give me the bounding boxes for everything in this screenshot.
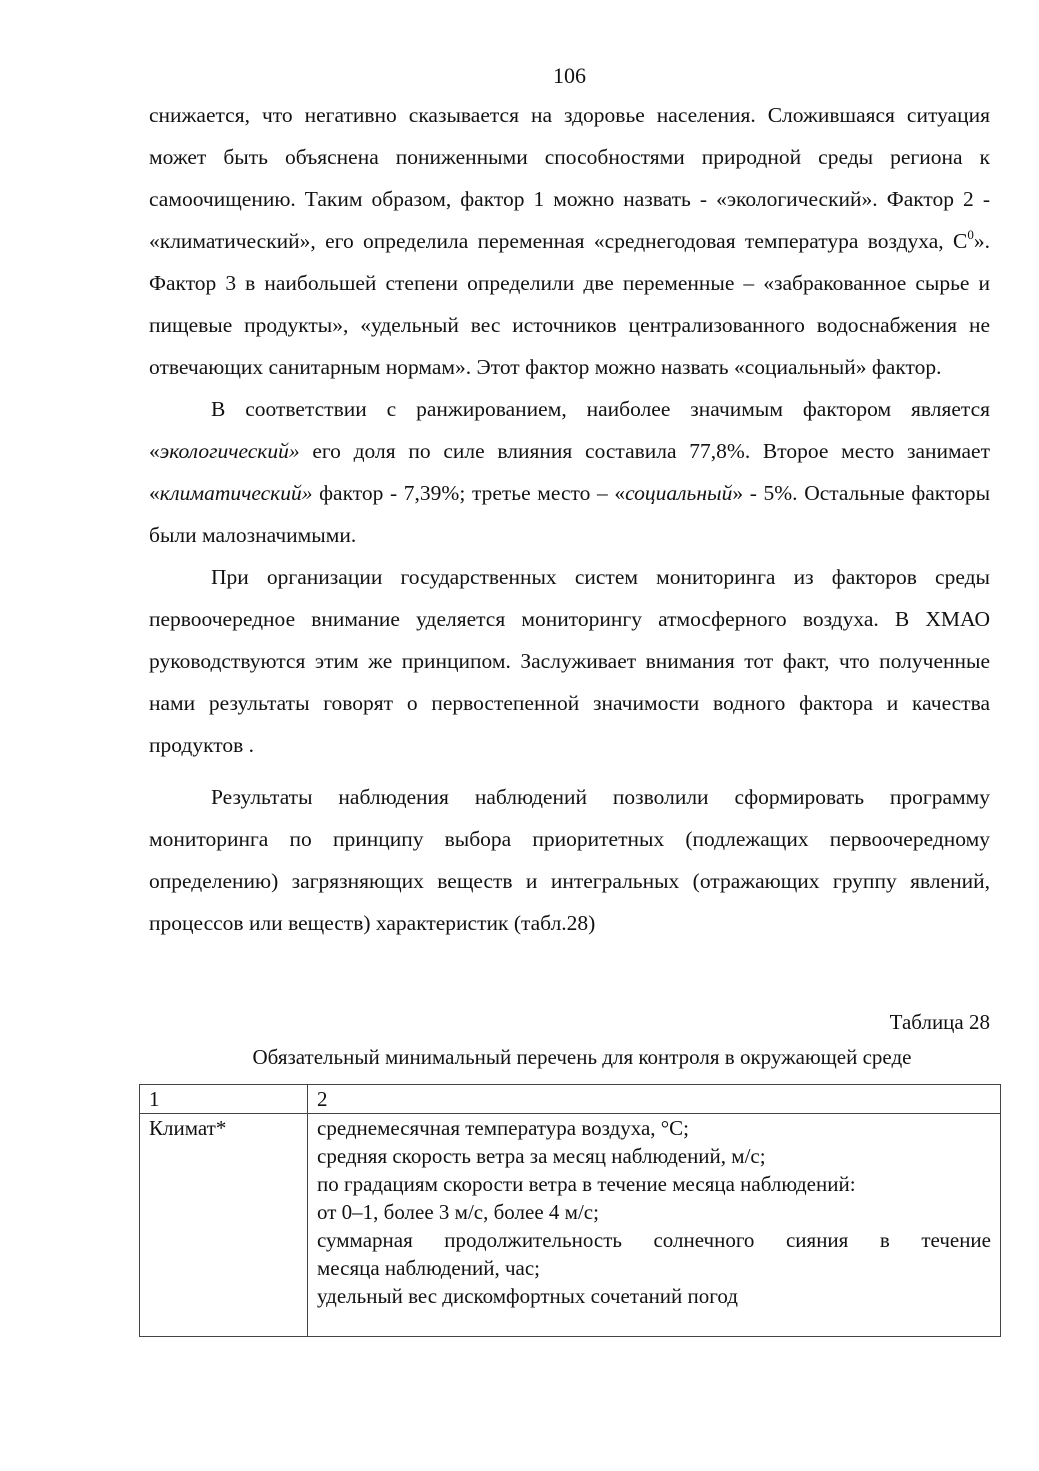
- table-label: Таблица 28: [889, 1010, 990, 1034]
- page-number: 106: [553, 63, 586, 88]
- parameter-line: средняя скорость ветра за месяц наблюдений, м/с;: [317, 1144, 766, 1168]
- parameter-line: от 0–1, более 3 м/с, более 4 м/с;: [317, 1200, 599, 1224]
- ranking-text-4: » - 5%. Остальные факторы были малозначимыми.: [149, 481, 991, 547]
- parameter-line: суммарная продолжительность солнечного сияния в течение: [317, 1228, 991, 1252]
- ranking-text-1: В соответствии с ранжированием, наиболее значимым фактором является «: [149, 397, 990, 463]
- table-header-row: [140, 1085, 1001, 1114]
- table-header-cell-1: 1: [140, 1085, 308, 1114]
- paragraph-factors-part1: снижается, что негативно сказывается на здоровье населения. Сложившаяся ситуация может быть объяснена пониженными способностями природной среды региона к самоочищению. Таким образом, фактор 1 можно назвать - «экологический». Фактор 2 - «климатический», его определила переменная «среднегодовая температура воздуха, С: [149, 103, 990, 253]
- parameter-line: по градациям скорости ветра в течение месяца наблюдений:: [317, 1172, 856, 1196]
- parameter-line: удельный вес дискомфортных сочетаний погод: [317, 1284, 738, 1308]
- parameter-line: среднемесячная температура воздуха, °С;: [317, 1116, 690, 1140]
- paragraph-ranking: [149, 388, 990, 556]
- parameter-line: месяца наблюдений, час;: [317, 1256, 541, 1280]
- body-text: [149, 94, 990, 944]
- paragraph-results: Результаты наблюдения наблюдений позволили сформировать программу мониторинга по принципу выбора приоритетных (подлежащих первоочередному определению) загрязняющих веществ и интегральных (отражающих группу явлений, процессов или веществ) характеристик (табл.28): [149, 785, 990, 935]
- ranking-social: социальный: [625, 481, 733, 505]
- paragraph-monitoring: При организации государственных систем мониторинга из факторов среды первоочередное внимание уделяется мониторингу атмосферного воздуха. В ХМАО руководствуются этим же принципом. Заслуживает внимания тот факт, что полученные нами результаты говорят о первостепенной значимости водного фактора и качества продуктов .: [149, 565, 990, 757]
- table-header-cell-2: 2: [308, 1085, 1001, 1114]
- monitoring-table: [139, 1084, 1001, 1337]
- table-title: Обязательный минимальный перечень для контроля в окружающей среде: [252, 1045, 912, 1069]
- ranking-text-2: его доля по силе влияния составила 77,8%. Второе место занимает «: [149, 439, 990, 505]
- ranking-ecological: экологический»: [159, 439, 300, 463]
- table-cell-category: Климат*: [140, 1114, 308, 1337]
- paragraph-factors-part2: ». Фактор 3 в наибольшей степени определили две переменные – «забракованное сырье и пищевые продукты», «удельный вес источников централизованного водоснабжения не отвечающих санитарным нормам». Этот фактор можно назвать «социальный» фактор.: [149, 229, 990, 379]
- superscript-degree: 0: [967, 227, 974, 242]
- ranking-text-3: фактор - 7,39%; третье место – «: [312, 481, 626, 505]
- ranking-climatic: климатический»: [159, 481, 313, 505]
- paragraph-factors: [149, 94, 990, 388]
- table-row: [140, 1114, 1001, 1337]
- parameter-list: [317, 1114, 991, 1336]
- table-cell-parameters: [308, 1114, 1001, 1337]
